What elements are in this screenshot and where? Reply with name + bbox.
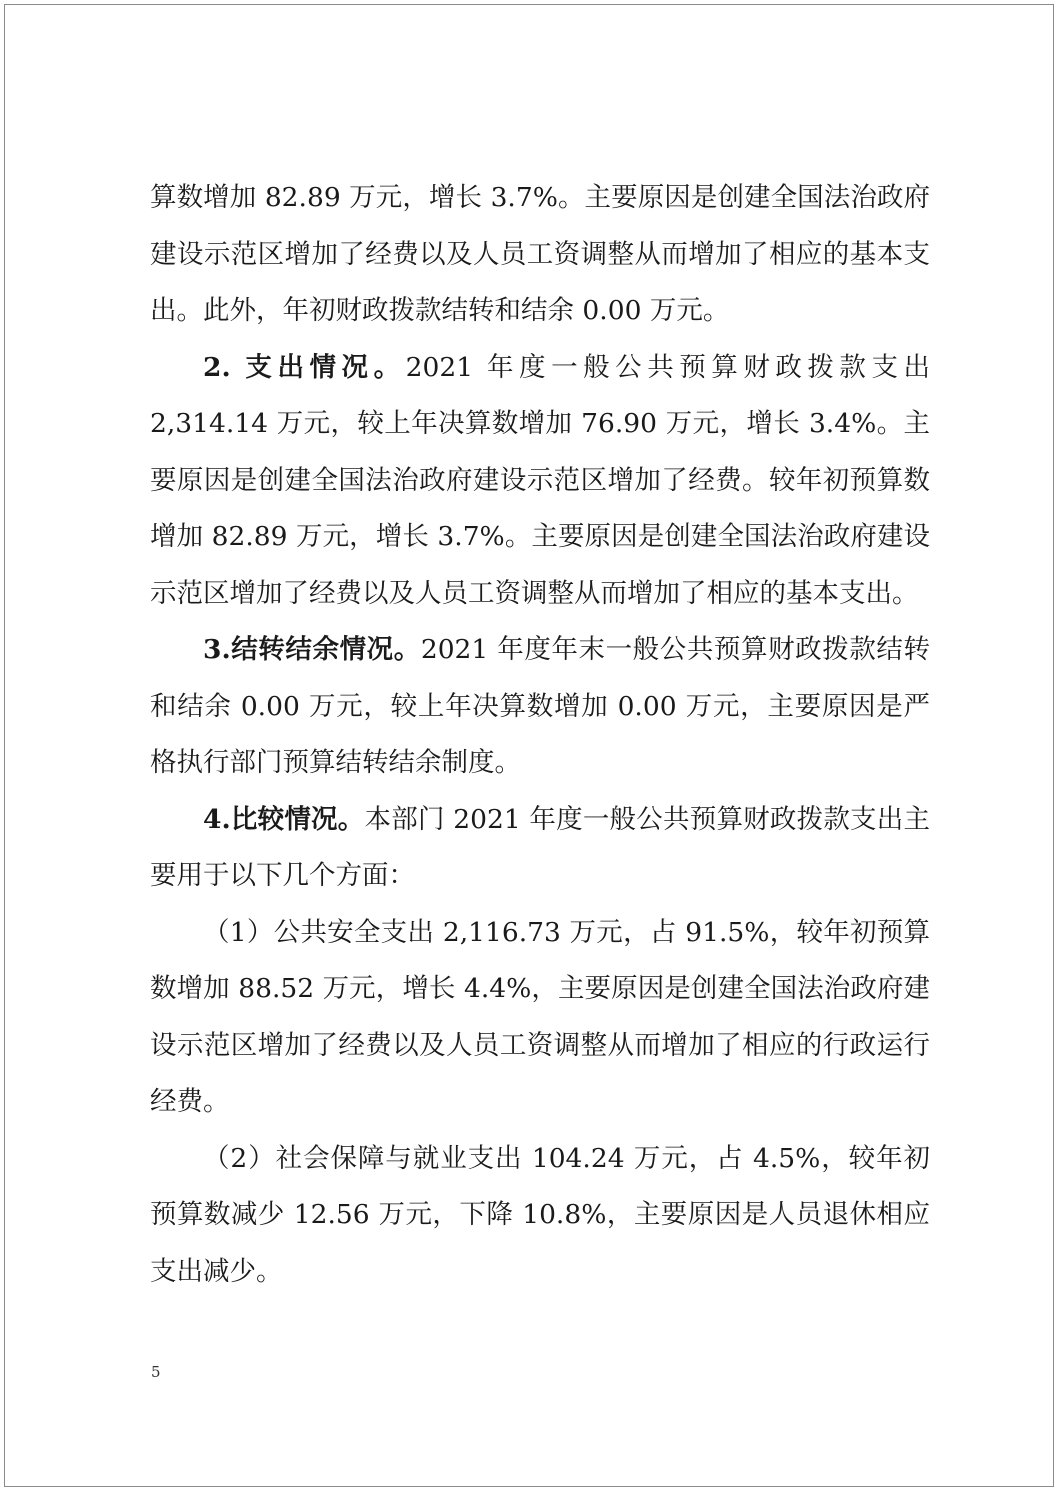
paragraph-text: 2021 年度一般公共预算财政拨款支出 2,314.14 万元，较上年决算数增加 76.90 万元，增长 3.4%。主要原因是创建全国法治政府建设示范区增加了经费。较年初预算数增加 82.89 万元，增长 3.7%。主要原因是创建全国法治政府建设示范区增加了经费以及人员工资调整从而增加了相应的基本支出。 xyxy=(150,351,931,609)
paragraph-text: （1）公共安全支出 2,116.73 万元，占 91.5%，较年初预算数增加 88.52 万元，增长 4.4%，主要原因是创建全国法治政府建设示范区增加了经费以及人员工资调整从而增加了相应的行政运行经费。 xyxy=(150,916,930,1117)
section-heading-comparison: 4.比较情况。 xyxy=(203,803,365,835)
paragraph-budget-continuation xyxy=(150,170,930,340)
paragraph-text: （2）社会保障与就业支出 104.24 万元，占 4.5%，较年初预算数减少 12.56 万元，下降 10.8%，主要原因是人员退休相应支出减少。 xyxy=(150,1142,930,1287)
paragraph-text: 2021 年度年末一般公共预算财政拨款结转和结余 0.00 万元，较上年决算数增加 0.00 万元，主要原因是严格执行部门预算结转结余制度。 xyxy=(150,634,930,778)
paragraph-social-security xyxy=(150,1131,930,1301)
paragraph-carryover xyxy=(150,622,930,792)
page-number: 5 xyxy=(151,1363,161,1381)
page-body xyxy=(150,170,930,1300)
paragraph-text: 本部门 2021 年度一般公共预算财政拨款支出主要用于以下几个方面： xyxy=(150,803,930,891)
paragraph-expenditure xyxy=(150,340,930,623)
document-page xyxy=(4,4,1054,1487)
paragraph-text: 算数增加 82.89 万元，增长 3.7%。主要原因是创建全国法治政府建设示范区增加了经费以及人员工资调整从而增加了相应的基本支出。此外，年初财政拨款结转和结余 0.00 万元。 xyxy=(150,182,930,326)
section-heading-expenditure: 2. 支出情况。 xyxy=(203,351,406,383)
paragraph-public-security xyxy=(150,905,930,1131)
section-heading-carryover: 3.结转结余情况。 xyxy=(203,634,421,665)
paragraph-comparison xyxy=(150,792,930,905)
